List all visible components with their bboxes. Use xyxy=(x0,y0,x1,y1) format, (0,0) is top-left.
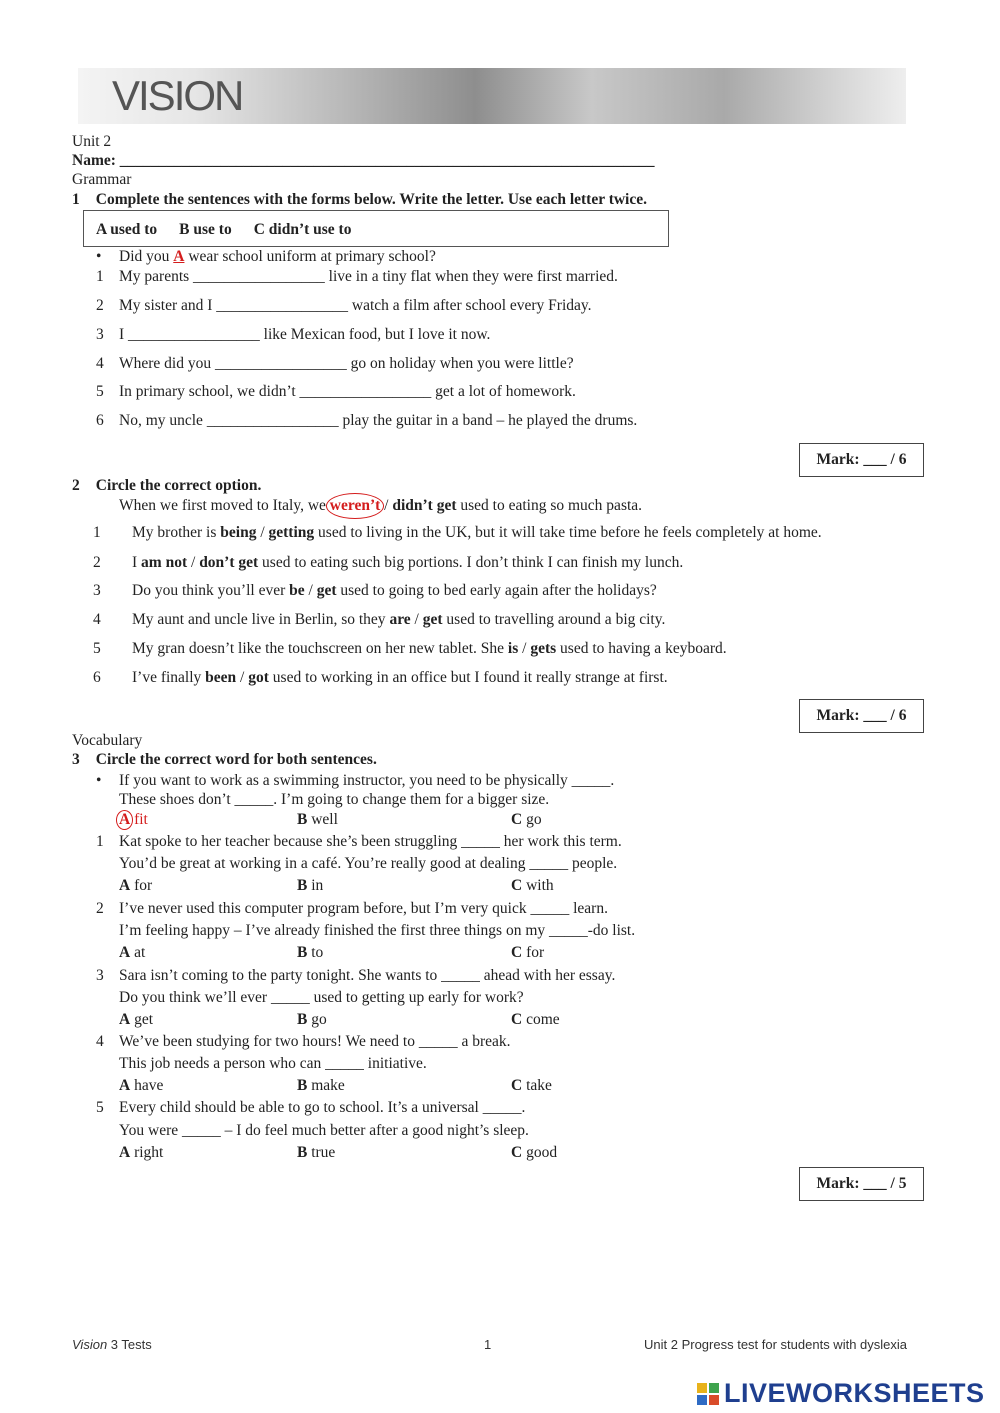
answer-blank[interactable]: _________________ xyxy=(299,383,432,400)
option-2[interactable]: gets xyxy=(530,640,557,657)
option-a[interactable]: A at xyxy=(119,944,146,961)
option-b[interactable]: B make xyxy=(297,1077,345,1094)
option-1[interactable]: am not xyxy=(141,554,188,571)
name-line[interactable]: _____________________________________________________________________ xyxy=(119,152,655,169)
ex1-item: 2 My sister and I _________________ watch a film after school every Friday. xyxy=(96,297,592,314)
answer-blank[interactable]: _________________ xyxy=(193,268,325,285)
option-c: C didn’t use to xyxy=(253,221,352,238)
option-c[interactable]: C come xyxy=(511,1011,560,1028)
liveworksheets-watermark: LIVEWORKSHEETS xyxy=(724,1378,985,1408)
ex1-item: 5 In primary school, we didn’t _________________ get a lot of homework. xyxy=(96,383,576,400)
header-banner xyxy=(78,68,906,124)
ex1-options-box xyxy=(83,210,669,247)
bullet-icon: • xyxy=(96,772,102,789)
option-1[interactable]: being xyxy=(220,524,257,541)
option-1[interactable]: been xyxy=(205,669,237,686)
option-1[interactable]: be xyxy=(289,582,305,599)
ex3-mark-box: Mark: ___ / 5 xyxy=(799,1167,924,1201)
answer-blank[interactable]: _________________ xyxy=(214,355,347,372)
option-b[interactable]: B true xyxy=(297,1144,336,1161)
ex1-item: 6 No, my uncle _________________ play the guitar in a band – he played the drums. xyxy=(96,412,638,429)
ex2-item: 2 I am not / don’t get used to eating such big portions. I don’t think I can finish my lunch. xyxy=(93,554,684,571)
name-label: Name: xyxy=(72,152,116,169)
ex2-item: 6 I’ve finally been / got used to working in an office but I found it really strange at first. xyxy=(93,669,668,686)
option-a[interactable]: A right xyxy=(119,1144,164,1161)
option-2[interactable]: got xyxy=(248,669,269,686)
ex1-example: • Did you A wear school uniform at primary school? xyxy=(96,248,436,265)
ex2-heading: 2 Circle the correct option. xyxy=(72,477,262,494)
name-row xyxy=(72,152,655,170)
option-a[interactable]: A get xyxy=(119,1011,154,1028)
option-a[interactable]: A for xyxy=(119,877,153,894)
unit-label: Unit 2 xyxy=(72,133,112,150)
page-number: 1 xyxy=(484,1337,492,1352)
ex2-item: 1 My brother is being / getting used to living in the UK, but it will take time before he feels completely at home. xyxy=(93,524,822,541)
footer-right: Unit 2 Progress test for students with dyslexia xyxy=(644,1337,908,1352)
option-2[interactable]: don’t get xyxy=(199,554,259,571)
footer-left: Vision 3 Tests xyxy=(72,1337,152,1352)
answer-blank[interactable]: _________________ xyxy=(216,297,349,314)
option-c[interactable]: C take xyxy=(511,1077,552,1094)
ex2-mark-box: Mark: ___ / 6 xyxy=(799,699,924,733)
ex1-heading xyxy=(72,191,647,209)
answer-blank[interactable]: _________________ xyxy=(206,412,339,429)
section-vocabulary: Vocabulary xyxy=(72,732,143,749)
option-c[interactable]: C good xyxy=(511,1144,558,1161)
example-answer: A xyxy=(173,248,185,265)
option-b[interactable]: B to xyxy=(297,944,324,961)
option-c[interactable]: C go xyxy=(511,811,542,828)
option-a: A used to xyxy=(96,221,158,238)
answer-blank[interactable]: _________________ xyxy=(128,326,260,343)
option-1[interactable]: are xyxy=(389,611,411,628)
vision-logo: VISION xyxy=(112,72,243,119)
option-b[interactable]: B go xyxy=(297,1011,327,1028)
option-b[interactable]: B in xyxy=(297,877,324,894)
ex2-item: 5 My gran doesn’t like the touchscreen on her new tablet. She is / gets used to having a keyboard. xyxy=(93,640,727,657)
option-a[interactable]: A have xyxy=(119,1077,164,1094)
option-c[interactable]: C with xyxy=(511,877,554,894)
ex2-item: 3 Do you think you’ll ever be / get used to going to bed early again after the holidays? xyxy=(93,582,657,599)
ex1-number: 1 xyxy=(72,191,80,208)
option-2[interactable]: getting xyxy=(268,524,315,541)
ex1-mark-box: Mark: ___ / 6 xyxy=(799,443,924,477)
ex3-instruction: Circle the correct word for both sentences. xyxy=(95,751,377,768)
ex1-instruction: Complete the sentences with the forms below. Write the letter. Use each letter twice. xyxy=(95,191,647,208)
ex2-item: 4 My aunt and uncle live in Berlin, so they are / get used to travelling around a big city. xyxy=(93,611,666,628)
ex2-example: When we first moved to Italy, we weren’t / didn’t get used to eating so much pasta. xyxy=(119,496,642,516)
ex1-item: 4 Where did you _________________ go on holiday when you were little? xyxy=(96,355,574,372)
option-2[interactable]: get xyxy=(422,611,443,628)
option-2[interactable]: get xyxy=(316,582,337,599)
ex1-item: 1 My parents _________________ live in a tiny flat when they were first married. xyxy=(96,268,618,285)
option-2[interactable]: didn’t get xyxy=(392,497,457,514)
ex2-instruction: Circle the correct option. xyxy=(95,477,262,494)
circled-answer[interactable]: A fit xyxy=(119,811,148,829)
circled-answer[interactable]: weren’t xyxy=(326,493,385,519)
option-1[interactable]: is xyxy=(507,640,519,657)
ex1-item: 3 I _________________ like Mexican food, but I love it now. xyxy=(96,326,491,343)
liveworksheets-logo-icon xyxy=(697,1383,719,1405)
bullet-icon: • xyxy=(96,248,102,265)
option-b[interactable]: B well xyxy=(297,811,338,828)
ex3-heading: 3 Circle the correct word for both sentences. xyxy=(72,751,377,768)
option-c[interactable]: C for xyxy=(511,944,545,961)
section-grammar: Grammar xyxy=(72,171,132,188)
option-b: B use to xyxy=(179,221,232,238)
